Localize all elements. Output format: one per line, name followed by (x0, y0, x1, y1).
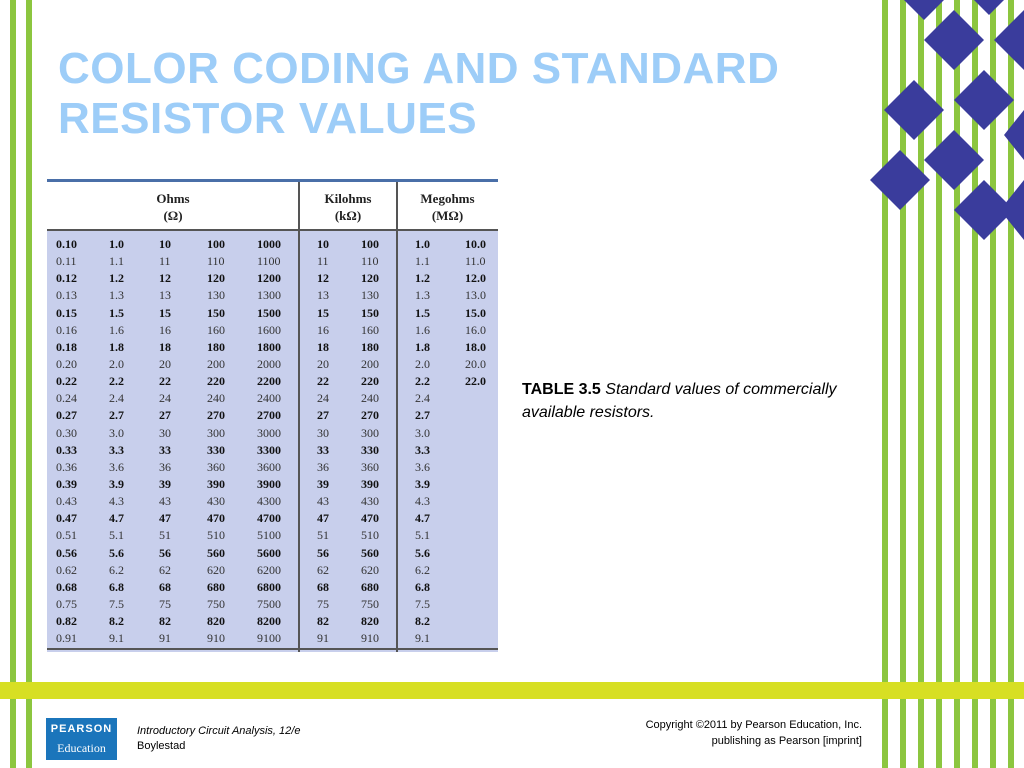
table-cell: 15 (159, 305, 171, 320)
table-cell: 68 (317, 579, 329, 594)
table-cell: 82 (159, 614, 171, 629)
table-cell: 150 (207, 305, 225, 320)
table-cell: 270 (361, 408, 379, 423)
table-cell: 110 (207, 254, 225, 269)
table-cell: 91 (317, 631, 329, 646)
table-cell: 20 (159, 356, 171, 371)
table-cell: 11 (317, 254, 329, 269)
table-cell: 8.2 (109, 614, 124, 629)
table-row (47, 476, 498, 493)
table-row (47, 270, 498, 287)
table-cell: 0.30 (56, 425, 77, 440)
table-cell: 0.13 (56, 288, 77, 303)
left-stripe-1 (10, 0, 16, 768)
caption-text: Standard values of commercially available resistors. (522, 381, 837, 421)
table-row (47, 442, 498, 459)
table-cell: 22 (159, 374, 171, 389)
table-cell: 1.0 (109, 237, 124, 251)
table-caption (522, 378, 842, 424)
table-cell: 7.5 (109, 596, 124, 611)
table-cell: 12 (159, 271, 171, 286)
table-cell: 1.3 (109, 288, 124, 303)
book-author: Boylestad (137, 740, 186, 752)
table-cell: 75 (159, 596, 171, 611)
table-row (47, 339, 498, 356)
table-cell: 16 (317, 322, 329, 337)
table-cell: 6800 (257, 579, 281, 594)
table-cell: 470 (207, 511, 225, 526)
table-cell: 2400 (257, 391, 281, 406)
table-cell: 12.0 (465, 271, 486, 286)
table-cell: 2.4 (109, 391, 124, 406)
table-cell: 0.18 (56, 339, 77, 354)
table-cell: 13 (317, 288, 329, 303)
table-cell: 0.24 (56, 391, 77, 406)
header-megohms-name: Megohms (420, 191, 475, 206)
table-cell: 11.0 (465, 254, 486, 269)
table-cell: 3000 (257, 425, 281, 440)
table-cell: 2.0 (415, 356, 430, 371)
table-cell: 1.3 (415, 288, 430, 303)
table-cell: 910 (207, 631, 225, 646)
table-cell: 430 (361, 494, 379, 509)
table-cell: 1.2 (109, 271, 124, 286)
table-cell: 270 (207, 408, 225, 423)
table-cell: 3600 (257, 459, 281, 474)
table-cell: 30 (159, 425, 171, 440)
table-cell: 3.6 (109, 459, 124, 474)
table-cell: 0.15 (56, 305, 77, 320)
table-cell: 620 (361, 562, 379, 577)
table-cell: 0.91 (56, 631, 77, 646)
table-cell: 110 (361, 254, 379, 269)
table-cell: 24 (159, 391, 171, 406)
table-cell: 390 (361, 476, 379, 491)
table-cell: 10 (159, 237, 171, 251)
table-cell: 470 (361, 511, 379, 526)
table-cell: 3.3 (109, 442, 124, 457)
table-cell: 160 (207, 322, 225, 337)
table-cell: 2000 (257, 356, 281, 371)
table-cell: 4.3 (415, 494, 430, 509)
table-cell: 560 (361, 545, 379, 560)
slide-title: COLOR CODING AND STANDARD RESISTOR VALUES (58, 44, 780, 143)
table-cell: 18 (159, 339, 171, 354)
table-cell: 10 (317, 237, 329, 251)
book-title: Introductory Circuit Analysis, 12/e (137, 725, 301, 737)
table-cell: 9.1 (109, 631, 124, 646)
table-cell: 3.6 (415, 459, 430, 474)
table-cell: 0.68 (56, 579, 77, 594)
table-cell: 13 (159, 288, 171, 303)
table-cell: 300 (361, 425, 379, 440)
table-row (47, 407, 498, 424)
table-row (47, 459, 498, 476)
table-cell: 22 (317, 374, 329, 389)
table-cell: 180 (207, 339, 225, 354)
table-cell: 1500 (257, 305, 281, 320)
table-cell: 510 (207, 528, 225, 543)
table-row (47, 562, 498, 579)
table-row (47, 305, 498, 322)
header-megohms-unit: (MΩ) (431, 208, 464, 223)
table-cell: 1600 (257, 322, 281, 337)
table-cell: 1.0 (415, 237, 430, 251)
table-cell: 24 (317, 391, 329, 406)
table-cell: 91 (159, 631, 171, 646)
table-cell: 150 (361, 305, 379, 320)
footer-band (0, 682, 1024, 699)
table-cell: 18.0 (465, 339, 486, 354)
table-cell: 360 (207, 459, 225, 474)
table-row (47, 287, 498, 304)
copyright-line1: Copyright ©2011 by Pearson Education, Inc. (645, 719, 862, 731)
table-cell: 16 (159, 322, 171, 337)
table-cell: 8.2 (415, 614, 430, 629)
table-row (47, 596, 498, 613)
table-cell: 0.16 (56, 322, 77, 337)
table-cell: 0.33 (56, 442, 77, 457)
table-cell: 51 (317, 528, 329, 543)
table-row (47, 510, 498, 527)
table-row (47, 527, 498, 544)
header-kilohms-unit: (kΩ) (334, 208, 362, 223)
table-cell: 130 (207, 288, 225, 303)
table-cell: 120 (207, 271, 225, 286)
table-cell: 1.8 (109, 339, 124, 354)
table-cell: 0.11 (56, 254, 77, 269)
table-row (47, 322, 498, 339)
table-cell: 0.47 (56, 511, 77, 526)
logo-line2: Education (57, 741, 106, 755)
pearson-logo (46, 718, 117, 760)
table-cell: 62 (317, 562, 329, 577)
table-cell: 0.56 (56, 545, 77, 560)
header-divider (47, 229, 498, 231)
table-cell: 120 (361, 271, 379, 286)
table-cell: 1200 (257, 271, 281, 286)
table-cell: 180 (361, 339, 379, 354)
table-cell: 0.12 (56, 271, 77, 286)
table-cell: 0.36 (56, 459, 77, 474)
table-cell: 1100 (257, 254, 281, 269)
table-cell: 220 (207, 374, 225, 389)
table-cell: 1000 (257, 237, 281, 251)
table-cell: 750 (207, 596, 225, 611)
table-cell: 2200 (257, 374, 281, 389)
table-cell: 9100 (257, 631, 281, 646)
table-cell: 3300 (257, 442, 281, 457)
table-cell: 15 (317, 305, 329, 320)
table-bottom-rule (47, 648, 498, 650)
table-cell: 0.22 (56, 374, 77, 389)
table-cell: 390 (207, 476, 225, 491)
table-cell: 680 (361, 579, 379, 594)
table-cell: 36 (159, 459, 171, 474)
table-cell: 130 (361, 288, 379, 303)
table-cell: 1.8 (415, 339, 430, 354)
table-cell: 680 (207, 579, 225, 594)
table-cell: 5.1 (415, 528, 430, 543)
table-cell: 3.9 (109, 476, 124, 491)
table-cell: 3.3 (415, 442, 430, 457)
table-cell: 3900 (257, 476, 281, 491)
table-cell: 1800 (257, 339, 281, 354)
header-ohms-unit: (Ω) (163, 208, 183, 223)
table-cell: 240 (361, 391, 379, 406)
table-cell: 1.5 (109, 305, 124, 320)
table-cell: 22.0 (465, 374, 486, 389)
table-cell: 820 (207, 614, 225, 629)
table-cell: 5.6 (109, 545, 124, 560)
table-cell: 750 (361, 596, 379, 611)
table-cell: 3.0 (109, 425, 124, 440)
table-row (47, 545, 498, 562)
table-cell: 5600 (257, 545, 281, 560)
table-cell: 11 (159, 254, 171, 269)
table-row (47, 390, 498, 407)
copyright (646, 717, 862, 749)
table-cell: 33 (317, 442, 329, 457)
table-cell: 20.0 (465, 356, 486, 371)
copyright-line2: publishing as Pearson [imprint] (711, 735, 862, 747)
table-cell: 0.10 (56, 237, 77, 251)
table-cell: 0.75 (56, 596, 77, 611)
table-cell: 2.4 (415, 391, 430, 406)
table-cell: 4300 (257, 494, 281, 509)
table-cell: 2.2 (415, 374, 430, 389)
table-cell: 30 (317, 425, 329, 440)
table-row (47, 373, 498, 390)
table-cell: 1.1 (415, 254, 430, 269)
table-cell: 18 (317, 339, 329, 354)
table-cell: 15.0 (465, 305, 486, 320)
table-cell: 0.27 (56, 408, 77, 423)
table-cell: 13.0 (465, 288, 486, 303)
table-cell: 2.7 (109, 408, 124, 423)
table-cell: 2.7 (415, 408, 430, 423)
table-cell: 5100 (257, 528, 281, 543)
table-cell: 10.0 (465, 237, 486, 251)
table-cell: 360 (361, 459, 379, 474)
table-cell: 5.1 (109, 528, 124, 543)
table-cell: 51 (159, 528, 171, 543)
header-kilohms-name: Kilohms (324, 191, 372, 206)
table-row (47, 356, 498, 373)
table-row (47, 493, 498, 510)
table-cell: 1.2 (415, 271, 430, 286)
table-cell: 6.2 (415, 562, 430, 577)
table-cell: 75 (317, 596, 329, 611)
table-cell: 9.1 (415, 631, 430, 646)
table-cell: 160 (361, 322, 379, 337)
diamond-pattern-icon (860, 0, 1024, 240)
table-cell: 7500 (257, 596, 281, 611)
table-cell: 200 (207, 356, 225, 371)
table-row (47, 236, 498, 253)
table-cell: 47 (317, 511, 329, 526)
table-cell: 100 (207, 237, 225, 251)
table-cell: 2.2 (109, 374, 124, 389)
table-cell: 820 (361, 614, 379, 629)
table-cell: 36 (317, 459, 329, 474)
table-cell: 100 (361, 237, 379, 251)
table-cell: 82 (317, 614, 329, 629)
book-info (137, 724, 300, 754)
table-cell: 1.5 (415, 305, 430, 320)
table-cell: 2.0 (109, 356, 124, 371)
table-cell: 62 (159, 562, 171, 577)
table-cell: 0.82 (56, 614, 77, 629)
table-cell: 7.5 (415, 596, 430, 611)
table-cell: 3.9 (415, 476, 430, 491)
table-cell: 220 (361, 374, 379, 389)
table-row (47, 579, 498, 596)
table-cell: 4.7 (415, 511, 430, 526)
header-ohms-name: Ohms (156, 191, 190, 206)
table-cell: 0.20 (56, 356, 77, 371)
table-cell: 20 (317, 356, 329, 371)
table-cell: 430 (207, 494, 225, 509)
resistor-values-table (47, 179, 498, 652)
table-cell: 39 (159, 476, 171, 491)
table-cell: 6.2 (109, 562, 124, 577)
table-cell: 1300 (257, 288, 281, 303)
table-cell: 68 (159, 579, 171, 594)
table-cell: 27 (159, 408, 171, 423)
table-cell: 1.1 (109, 254, 124, 269)
table-row (47, 613, 498, 630)
table-cell: 1.6 (109, 322, 124, 337)
table-cell: 47 (159, 511, 171, 526)
table-row (47, 630, 498, 647)
table-cell: 200 (361, 356, 379, 371)
table-cell: 56 (317, 545, 329, 560)
logo-line1: PEARSON (50, 723, 113, 735)
table-cell: 300 (207, 425, 225, 440)
table-cell: 6200 (257, 562, 281, 577)
table-body (47, 236, 498, 647)
table-cell: 560 (207, 545, 225, 560)
caption-label: TABLE 3.5 (522, 381, 601, 398)
table-cell: 5.6 (415, 545, 430, 560)
table-cell: 330 (207, 442, 225, 457)
table-cell: 510 (361, 528, 379, 543)
table-cell: 6.8 (415, 579, 430, 594)
table-cell: 3.0 (415, 425, 430, 440)
table-cell: 0.51 (56, 528, 77, 543)
table-cell: 27 (317, 408, 329, 423)
left-stripe-2 (26, 0, 32, 768)
table-cell: 0.43 (56, 494, 77, 509)
table-cell: 910 (361, 631, 379, 646)
table-cell: 43 (159, 494, 171, 509)
table-cell: 0.62 (56, 562, 77, 577)
table-cell: 330 (361, 442, 379, 457)
table-cell: 4700 (257, 511, 281, 526)
table-row (47, 425, 498, 442)
table-cell: 43 (317, 494, 329, 509)
table-cell: 12 (317, 271, 329, 286)
table-cell: 0.39 (56, 476, 77, 491)
table-cell: 2700 (257, 408, 281, 423)
table-cell: 56 (159, 545, 171, 560)
table-cell: 4.3 (109, 494, 124, 509)
table-row (47, 253, 498, 270)
table-cell: 8200 (257, 614, 281, 629)
table-cell: 6.8 (109, 579, 124, 594)
table-cell: 39 (317, 476, 329, 491)
table-cell: 33 (159, 442, 171, 457)
table-cell: 240 (207, 391, 225, 406)
table-cell: 620 (207, 562, 225, 577)
table-cell: 4.7 (109, 511, 124, 526)
table-cell: 16.0 (465, 322, 486, 337)
table-cell: 1.6 (415, 322, 430, 337)
